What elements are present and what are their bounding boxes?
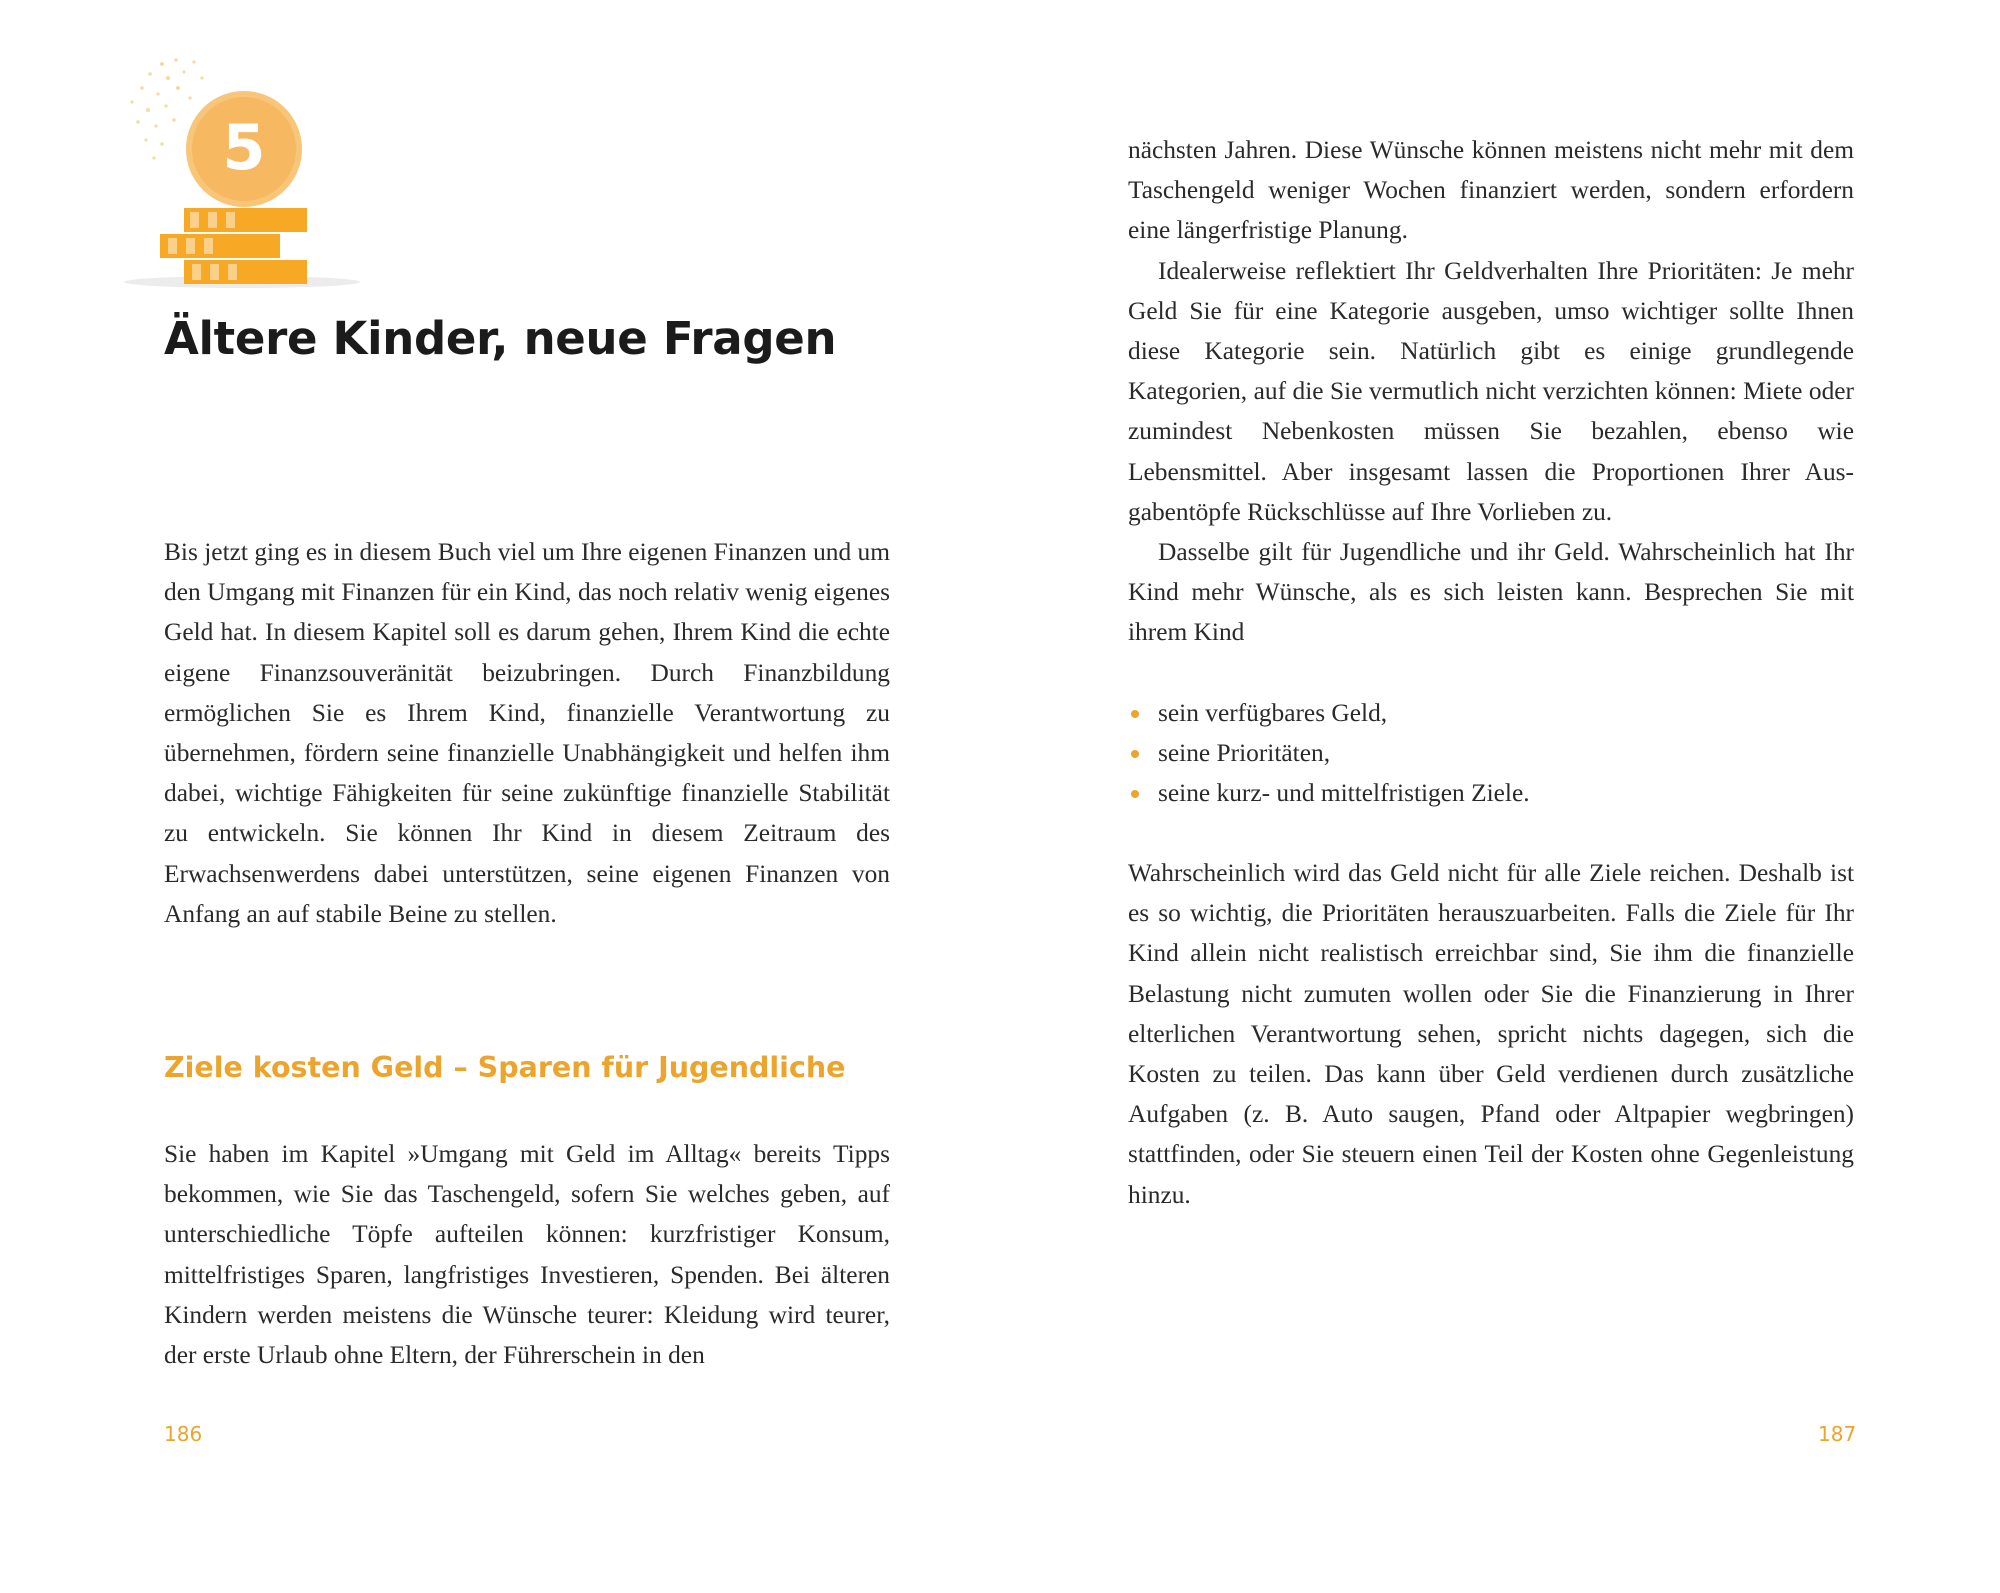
list-item	[1128, 733, 1854, 773]
section-paragraph: Sie haben im Kapitel »Umgang mit Geld im Alltag« bereits Tipps bekommen, wie Sie das Taschengeld, sofern Sie welches geben, auf unterschiedliche Töpfe aufteilen können: kurzfristiger Konsum, mittelfristiges Sparen, langfristiges Investieren, Spenden. Bei älteren Kindern werden meistens die Wünsche teurer: Kleidung wird teurer, der erste Urlaub ohne Eltern, der Führerschein in den	[164, 1140, 890, 1370]
list-item	[1128, 773, 1854, 813]
section-heading: Ziele kosten Geld – Sparen für Jugendliche	[164, 1051, 846, 1084]
chapter-title: Ältere Kinder, neue Fragen	[164, 312, 837, 365]
page-number-left: 186	[164, 1422, 203, 1446]
bullet-dot-icon	[1131, 710, 1139, 718]
list-item-text: sein verfügbares Geld,	[1158, 699, 1388, 727]
paragraph-goals: Wahrscheinlich wird das Geld nicht für alle Ziele reichen. Deshalb ist es so wichtig, die Prioritäten herauszuarbeiten. Falls die Ziele für Ihr Kind allein nicht realistisch erreichbar sind, Sie ihm die finanzielle Belastung nicht zumuten wollen oder Sie die Finanzierung in Ihrer elterlichen Verantwortung sehen, spricht nichts dagegen, sich die Kosten zu teilen. Das kann über Geld verdienen durch zusätzliche Aufgaben (z. B. Auto saugen, Pfand oder Altpapier wegbringen) stattfinden, oder Sie steuern einen Teil der Kosten ohne Gegenleistung hinzu.	[1128, 859, 1854, 1209]
paragraph-priorities: Idealerweise reflektiert Ihr Geldverhalten Ihre Prioritäten: Je mehr Geld Sie für eine Kategorie ausgeben, umso wichtiger sollte Ihnen diese Kategorie sein. Natürlich gibt es einige grundlegende Kategorien, auf die Sie vermutlich nicht verzichten können: Miete oder zumindest Nebenkosten müssen Sie bezahlen, ebenso wie Lebensmittel. Aber insgesamt lassen die Proportionen Ihrer Ausgabentöpfe Rückschlüsse auf Ihre Vorlieben zu.	[1128, 256, 1854, 526]
list-item	[1128, 693, 1854, 733]
bullet-dot-icon	[1131, 790, 1139, 798]
list-item-text: seine kurz- und mittelfristigen Ziele.	[1158, 779, 1530, 808]
intro-paragraph: Bis jetzt ging es in diesem Buch viel um Ihre eigenen Finanzen und um den Umgang mit Finanzen für ein Kind, das noch relativ wenig eigenes Geld hat. In diesem Kapitel soll es darum gehen, Ihrem Kind die echte eigene Finanzsouveränität beizubringen. Durch Finanzbildung ermöglichen Sie es Ihrem Kind, finanzielle Verantwortung zu übernehmen, fördern seine finanzielle Unabhängigkeit und helfen ihm dabei, wichtige Fähigkeiten für seine zukünftige finanzielle Stabilität zu entwickeln. Sie können Ihr Kind in diesem Zeitraum des Erwachsenwerdens dabei unterstützen, seine eigenen Finanzen von Anfang an auf stabile Beine zu stellen.	[164, 538, 890, 928]
right-top-block	[1128, 130, 1854, 653]
paragraph-continued: nächsten Jahren. Diese Wünsche können meistens nicht mehr mit dem Taschengeld weniger Wochen finanziert werden, sondern erfordern eine längerfristige Planung.	[1128, 136, 1854, 245]
list-item-text: seine Prioritäten,	[1158, 739, 1331, 768]
bullet-dot-icon	[1131, 750, 1139, 758]
chapter-number: 5	[222, 111, 266, 184]
paragraph-teenagers: Dasselbe gilt für Jugendliche und ihr Geld. Wahrscheinlich hat Ihr Kind mehr Wünsche, als es sich leisten kann. Besprechen Sie mit ihrem Kind	[1128, 538, 1854, 647]
bullet-list	[1128, 693, 1854, 814]
page-number-right: 187	[1818, 1422, 1857, 1446]
